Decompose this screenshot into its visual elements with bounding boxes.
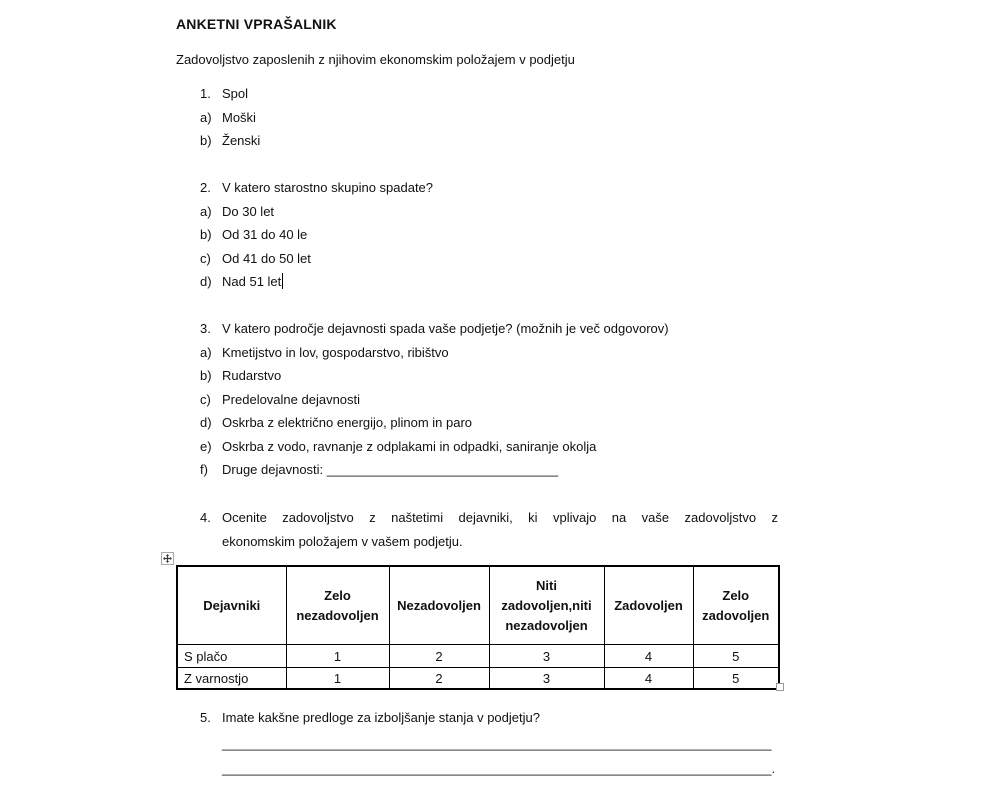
question-1-option-a: [176, 106, 778, 130]
table-header-cell: Dejavniki: [177, 566, 286, 645]
question-text: Spol: [222, 86, 249, 101]
list-marker: b): [200, 368, 212, 383]
table-move-handle[interactable]: [161, 552, 174, 565]
list-number: 5.: [200, 710, 211, 725]
list-marker: a): [200, 203, 212, 219]
option-text: Oskrba z vodo, ravnanje z odplakami in odpadki, saniranje okolja: [222, 438, 597, 454]
table-header-row: [177, 566, 779, 645]
question-4-line-1: Ocenite zadovoljstvo z naštetimi dejavniki, ki vplivajo na vaše zadovoljstvo z: [222, 510, 778, 525]
table-row: [177, 668, 779, 690]
table-cell-value: 1: [286, 645, 389, 668]
document-title: ANKETNI VPRAŠALNIK: [176, 16, 337, 32]
question-3-title: [176, 317, 778, 341]
table-header-cell: Zelo zadovoljen: [693, 566, 779, 645]
question-4-line-2: ekonomskim položajem v vašem podjetju.: [222, 533, 463, 549]
table-row-label: S plačo: [177, 645, 286, 668]
table-cell-value: 5: [693, 668, 779, 690]
question-3-option-f: [176, 458, 778, 482]
option-text: Nad 51 let: [222, 274, 282, 289]
document-subtitle: Zadovoljstvo zaposlenih z njihovim ekonomskim položajem v podjetju: [176, 52, 575, 67]
table-cell-value: 3: [489, 668, 604, 690]
list-marker: c): [200, 250, 211, 266]
list-marker: f): [200, 462, 208, 477]
question-4: [176, 506, 778, 553]
list-marker: b): [200, 227, 212, 242]
table-cell-value: 2: [389, 645, 489, 668]
answer-blank-line: ____________________________________________________________________________.: [222, 761, 776, 776]
table-cell-value: 2: [389, 668, 489, 690]
list-marker: e): [200, 438, 212, 454]
question-text: [222, 506, 778, 553]
table-header-cell: Nezadovoljen: [389, 566, 489, 645]
list-marker: d): [200, 415, 212, 430]
question-2-option-a: [176, 200, 778, 224]
question-2: [176, 176, 778, 294]
option-text: Moški: [222, 109, 256, 125]
question-text: V katero področje dejavnosti spada vaše podjetje? (možnih je več odgovorov): [222, 321, 669, 336]
question-3: [176, 317, 778, 482]
question-3-option-d: [176, 411, 778, 435]
answer-blank-line: ____________________________________________________________________________: [222, 736, 772, 751]
question-5: [176, 706, 778, 730]
question-2-option-b: [176, 223, 778, 247]
question-3-option-c: [176, 388, 778, 412]
question-2-option-c: [176, 247, 778, 271]
table-row: [177, 645, 779, 668]
question-3-option-b: [176, 364, 778, 388]
table-header-cell: Zadovoljen: [604, 566, 693, 645]
list-number: 1.: [200, 86, 211, 101]
list-marker: a): [200, 109, 212, 125]
option-text: Od 31 do 40 le: [222, 227, 308, 242]
question-3-option-e: [176, 435, 778, 459]
question-3-option-a: [176, 341, 778, 365]
question-1: [176, 82, 778, 153]
table-resize-handle[interactable]: [776, 683, 784, 691]
table-header-cell: Niti zadovoljen,niti nezadovoljen: [489, 566, 604, 645]
option-text: Od 41 do 50 let: [222, 250, 311, 266]
table-cell-value: 3: [489, 645, 604, 668]
move-arrows-icon: [163, 554, 172, 563]
question-2-title: [176, 176, 778, 200]
rating-table-container: [176, 565, 778, 690]
table-cell-value: 4: [604, 668, 693, 690]
list-marker: d): [200, 274, 212, 289]
list-number: 3.: [200, 321, 211, 336]
question-2-option-d: [176, 270, 778, 294]
option-text: Kmetijstvo in lov, gospodarstvo, ribištvo: [222, 344, 449, 360]
table-header-cell: Zelo nezadovoljen: [286, 566, 389, 645]
table-cell-value: 4: [604, 645, 693, 668]
list-marker: c): [200, 391, 211, 407]
table-row-label: Z varnostjo: [177, 668, 286, 690]
option-text-with-blank: Druge dejavnosti: ________________________________: [222, 462, 559, 477]
document-body: [176, 0, 778, 792]
option-text: Rudarstvo: [222, 368, 282, 383]
option-text: Do 30 let: [222, 203, 275, 219]
option-text: Oskrba z električno energijo, plinom in paro: [222, 415, 473, 430]
list-number: 4.: [200, 510, 211, 525]
question-5-answer-area: [176, 731, 778, 781]
question-text: Imate kakšne predloge za izboljšanje stanja v podjetju?: [222, 710, 540, 725]
question-1-title: [176, 82, 778, 106]
table-cell-value: 5: [693, 645, 779, 668]
question-5-title: [176, 706, 778, 730]
option-text: Predelovalne dejavnosti: [222, 391, 361, 407]
list-number: 2.: [200, 180, 211, 195]
table-cell-value: 1: [286, 668, 389, 690]
question-1-option-b: [176, 129, 778, 153]
list-marker: b): [200, 133, 212, 148]
rating-table: [176, 565, 780, 690]
question-text: V katero starostno skupino spadate?: [222, 180, 434, 195]
list-marker: a): [200, 344, 212, 360]
option-text: Ženski: [222, 133, 261, 148]
text-cursor: [282, 273, 283, 289]
